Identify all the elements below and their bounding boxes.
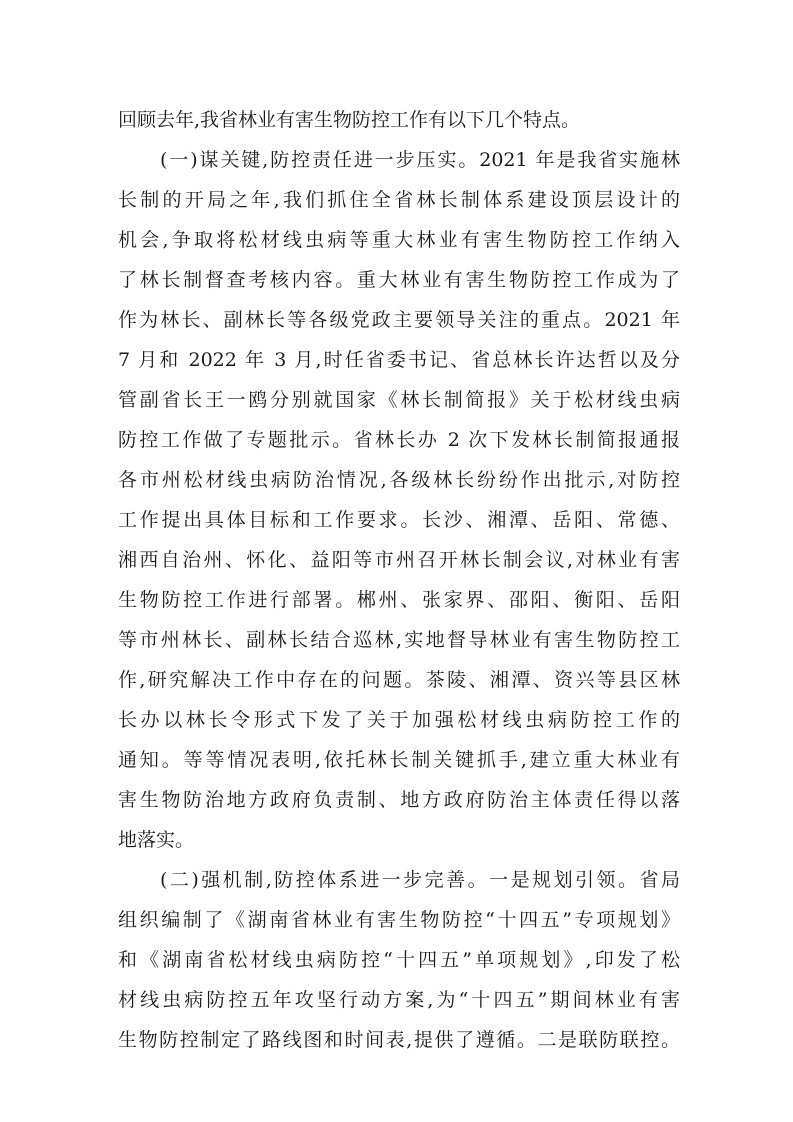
text-line-22: 和《湖南省松材线虫病防控“十四五”单项规划》,印发了松: [118, 949, 680, 971]
text-line-14: 等市州林长、副林长结合巡林,实地督导林业有害生物防控工: [118, 629, 680, 651]
text-line-19: 地落实。: [118, 829, 195, 851]
text-line-9: 防控工作做了专题批示。省林长办 2 次下发林长制简报通报: [118, 429, 680, 451]
text-line-20: (二)强机制,防控体系进一步完善。一是规划引领。省局: [160, 869, 680, 891]
text-line-4: 机会,争取将松材线虫病等重大林业有害生物防控工作纳入: [118, 229, 680, 251]
text-line-12: 湘西自治州、怀化、益阳等市州召开林长制会议,对林业有害: [118, 549, 680, 571]
text-line-5: 了林长制督查考核内容。重大林业有害生物防控工作成为了: [118, 269, 680, 291]
text-line-17: 通知。等等情况表明,依托林长制关键抓手,建立重大林业有: [118, 749, 680, 771]
text-line-10: 各市州松材线虫病防治情况,各级林长纷纷作出批示,对防控: [118, 469, 680, 491]
text-line-18: 害生物防治地方政府负责制、地方政府防治主体责任得以落: [118, 789, 680, 811]
text-line-7: 7 月和 2022 年 3 月,时任省委书记、省总林长许达哲以及分: [118, 349, 680, 371]
text-line-2: (一)谋关键,防控责任进一步压实。2021 年是我省实施林: [160, 149, 680, 171]
text-line-24: 生物防控制定了路线图和时间表,提供了遵循。二是联防联控。: [118, 1029, 680, 1051]
text-line-11: 工作提出具体目标和工作要求。长沙、湘潭、岳阳、常德、: [118, 509, 680, 531]
text-line-16: 长办以林长令形式下发了关于加强松材线虫病防控工作的: [118, 709, 680, 731]
text-line-3: 长制的开局之年,我们抓住全省林长制体系建设顶层设计的: [118, 189, 680, 211]
text-line-6: 作为林长、副林长等各级党政主要领导关注的重点。2021 年: [118, 309, 680, 331]
text-line-1: 回顾去年,我省林业有害生物防控工作有以下几个特点。: [118, 109, 581, 131]
text-line-21: 组织编制了《湖南省林业有害生物防控“十四五”专项规划》: [118, 909, 680, 931]
text-line-23: 材线虫病防控五年攻坚行动方案,为“十四五”期间林业有害: [118, 989, 680, 1011]
text-line-15: 作,研究解决工作中存在的问题。茶陵、湘潭、资兴等县区林: [118, 669, 680, 691]
text-line-8: 管副省长王一鸥分别就国家《林长制简报》关于松材线虫病: [118, 389, 680, 411]
text-line-13: 生物防控工作进行部署。郴州、张家界、邵阳、衡阳、岳阳: [118, 589, 680, 611]
